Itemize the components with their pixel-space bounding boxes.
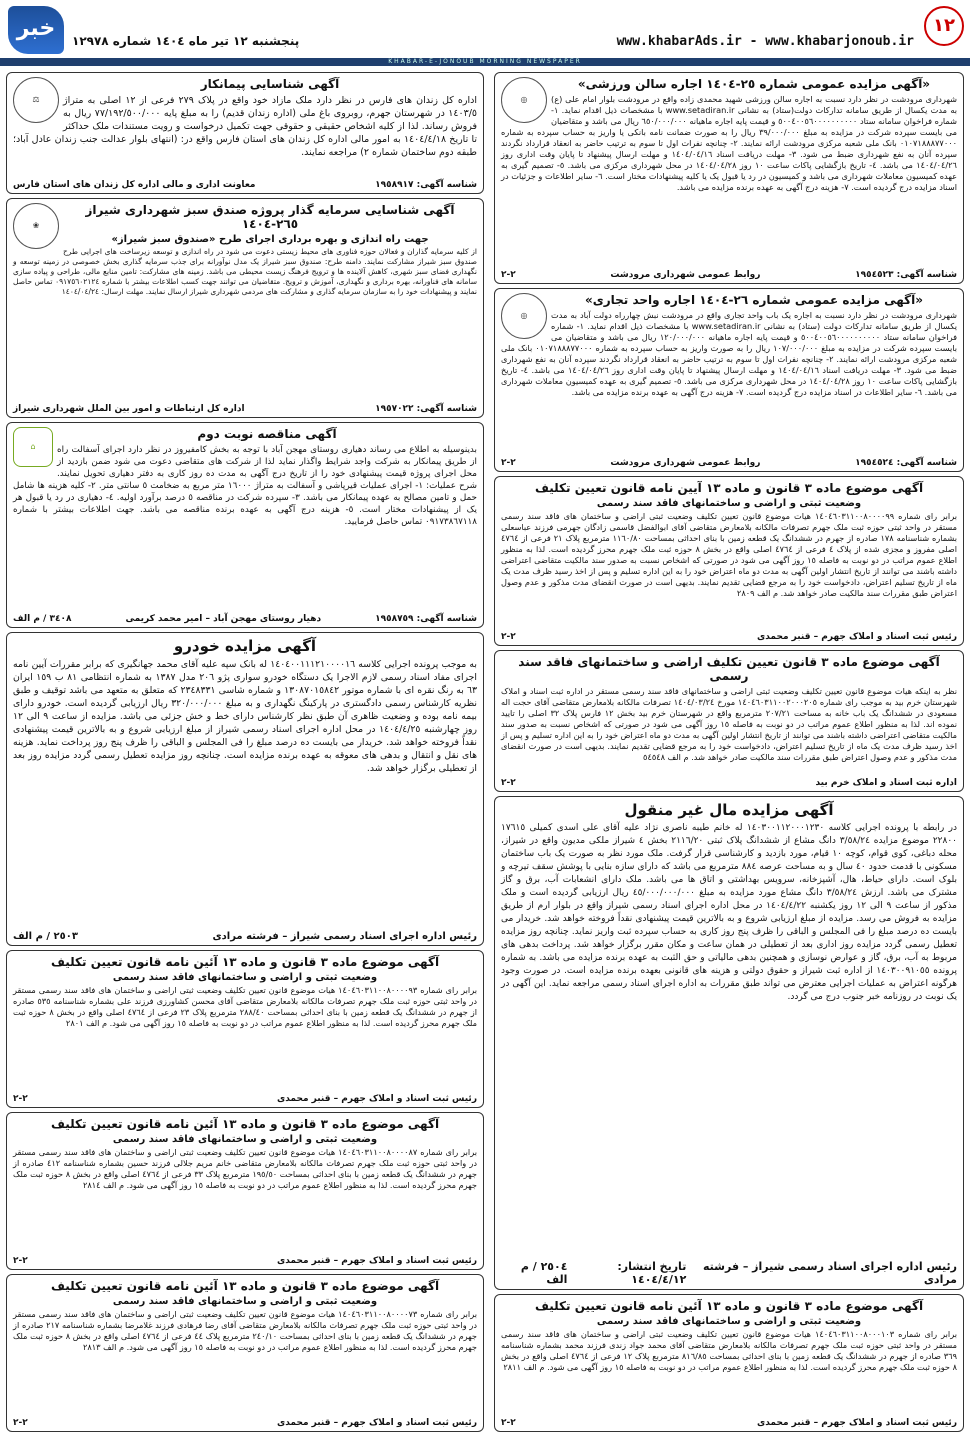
ad-title: آگهی مناقصه نوبت دوم [197,427,337,441]
ad-subtitle: جهت راه اندازی و بهره برداری اجرای طرح «صندوق سبز شیراز» [111,234,429,245]
ad-ref: ٣٤٠٨ / م الف [13,614,72,624]
ad-subtitle: وضعیت ثبتی و اراضی و ساختمانهای فاقد سند رسمی [596,1316,862,1327]
ad-title: آگهی شناسایی پیمانکار [200,77,340,91]
ad-run: ٢-٢ [501,458,516,468]
ad-signer: اداره کل ارتباطات و امور بین الملل شهرداری شیراز [13,404,245,414]
ad-signer: اداره ثبت اسناد و املاک خرم بید [815,778,957,788]
ad-signer: دهیار روستای مهجن آباد – امیر محمد کریمی [125,614,322,624]
prisons-emblem-icon: ⚖ [13,77,59,123]
ad-signer: رئیس ثبت اسناد و املاک جهرم – قنبر محمدی [276,1418,477,1428]
ad-auction-shop [494,288,964,472]
ad-run: ٢-٢ [501,270,516,280]
ad-title: آگهی شناسایی سرمایه گذار پروژه صندق سبز شهرداری شیراز ٢٦٥-١٤٠٤ [85,203,455,231]
ad-body: اداره کل زندان های فارس در نظر دارد ملک مازاد خود واقع در پلاک ٢٧٩ فرعی از ١٢ اصلی به متراژ ١٤٠٣/٥ در شهرستان جهرم، روبروی باغ ملی (اداره زندان قدیم) را به مبلغ پایه ٧٧/١٩٢/٥٠٠/٠٠٠ ریال به فروش رساند. لذا از کلیه اشخاص حقیقی و حقوقی جهت تکمیل درخواست و رویت مستندات ملک حداکثر تا تاریخ ١٤٠٤/٤/١٨ به امور مالی اداره کل زندان های استان فارس واقع در: (انتهای بلوار عدالت جنب زندان عادل آباد؛ طبقه دوم ساختمان شماره ٢) مراجعه نمایند. [13,95,477,158]
ad-body: برابر رای شماره ١٤٠٤٦٠٣١١٠٠٨٠٠٠١٠٣ هیات موضوع قانون تعیین تکلیف وضعیت ثبتی اراضی و ساختمان های فاقد سند رسمی مستقر در واحد ثبتی حوزه ثبت ملک جهرم تصرفات مالکانه بلامعارض متقاضی آقای محمد جواد زندی فرزند محمد بشماره شناسنامه ٣٦٩ صادره از جهرم در ششدانگ یک قطعه زمین با بنای احداثی بمساحت ٨١٦/٨٥ مترمربع پلاک ١٢ فرعی از ٤٧٦٤ اصلی واقع در بخش ٨ حوزه ثبت ملک جهرم محرز گردیده است. لذا به منظور اطلاع عموم مراتب در دو نوبت به فاصله ١٥ روز آگهی می شود. م الف ٢٨١١ [501,1329,957,1372]
ad-car-auction [6,632,484,946]
ad-signer: رئیس ثبت اسناد و املاک جهرم – قنبر محمدی [756,1418,957,1428]
ad-signer: رئیس اداره اجرای اسناد رسمی شیراز – فرشته مرادی [703,1260,957,1286]
issue-date: پنجشنبه ١٢ تیر ماه ١٤٠٤ شماره ١٢٩٧٨ [72,34,300,48]
ad-body: به موجب پرونده اجرایی کلاسه ١٤٠٤٠٠١١١٢١٠٠٠٠١٦ له بانک سپه علیه آقای محمد جهانگیری که برابر مقررات آیین نامه اجرای مفاد اسناد رسمی لازم الاجرا یک دستگاه خودرو سواری پژو ٢٠٦ مدل ١٣٨٧ به شماره انتظامی ٨١ ب ١٥٩ ایران ٦٣ به رنگ نقره ای با شماره موتور ١٣٠٨٧٠١٥٨٤٢ و شماره شاسی ٢٣٤٨٣٣١ که متعلق به متعهد می باشد توقیف و طبق نظریه کارشناس رسمی دادگستری در پارکینگ نگهداری و به مبلغ ٣٢٠/٠٠٠/٠٠٠ ریال ارزیابی گردیده است. خودرو دارای بیمه نامه بوده و وضعیت ظاهری آن طبق نظر کارشناس دارای خط و خش جزئی می باشد. مزایده از ساعت ٩ الی ١٢ روز چهارشنبه ١٤٠٤/٤/٢٥ در محل اداره اجرای اسناد رسمی شیراز از مبلغ ارزیابی شروع و به بالاترین قیمت پیشنهادی نقداً فروخته خواهد شد. خریدار می بایست ده درصد مبلغ را فی المجلس و الباقی را ظرف پنج روز پرداخت نماید. هزینه های نقل و انتقال و بدهی های معوقه به عهده برنده مزایده است. چنانچه روز مزایده تعطیل رسمی گردد مزایده روز بعد از تعطیلی برگزار خواهد شد. [13,659,478,774]
ad-signer: معاونت اداری و مالی اداره کل زندان های استان فارس [13,180,256,190]
masthead [0,0,970,65]
ad-prison-sale [6,72,484,194]
ad-body: برابر رای شماره ١٤٠٤٦٠٣١١٠٠٨٠٠٠٠٧٣ هیات موضوع قانون تعیین تکلیف وضعیت ثبتی اراضی و ساختمان های فاقد سند رسمی مستقر در واحد ثبتی حوزه ثبت ملک جهرم تصرفات مالکانه بلامعارض متقاضی آقای رضا فرهادی فرزند غلامرضا بشماره شناسنامه ٢١٧ صادره از جهرم در ششدانگ یک قطعه زمین با بنای احداثی بمساحت ٢٤٠/١٠ مترمربع پلاک ٤٤ فرعی از ٤٧٦٤ اصلی واقع در بخش ٨ حوزه ثبت ملک جهرم محرز گردیده است. لذا به منظور اطلاع عموم مراتب در دو نوبت به فاصله ١٥ روز آگهی می شود. م الف ٢٨١٣ [13,1309,477,1352]
ad-ref: ٢٥٠٤ / م الف [520,1260,568,1286]
ad-body: شهرداری مرودشت در نظر دارد نسبت به اجاره سالن ورزشی شهید محمدی زاده واقع در مرودشت بلوار امام علی (ع) به مدت یکسال از طریق سامانه تدارکات دولت(ستاد) به نشانی www.setadiran.ir با مشخصات ذیل اقدام نماید. ١- شماره فراخوان سامانه ستاد ٥٠٠٤٠٠٥٦٠٠٠٠٠٠٠٠٠٠ و قیمت پایه اجاره ماهیانه ٦٥٠/٠٠٠/٠٠٠ ریال می باشد و متقاضیان می بایست سپرده شرکت در مزایده به مبلغ ٣٩/٠٠٠/٠٠٠ ریال را به صورت ضمانت نامه بانکی یا واریز به حساب سپرده به شماره ٠١٠٧١٨٨٨٧٧٠٠٠ بانک ملی شعبه مرکزی مرودشت ارائه نمایند. ٢- چنانچه نفرات اول تا سوم به ترتیب حاضر به انعقاد قرارداد نگردند سپرده آنان به نفع شهرداری ضبط می شود. ٣- مهلت دریافت اسناد ١٤٠٤/٠٤/١٦ و مهلت ارسال پیشنهاد تا پایان وقت اداری روز ١٤٠٤/٠٤/٢٦ می باشد. ٤- تاریخ بازگشایی پاکات ساعت ١٠ روز ١٤٠٤/٠٤/٢٨ در محل شهرداری مرکزی می باشد. ٥- تصمیم گیری به عهده کمیسیون معاملات شهرداری می باشد و کمیسیون در رد یا قبول یک یا کلیه پیشنهادات مختار است. ٦- سایر اطلاعات و جزئیات در اسناد مزایده درج گردیده است. ٧- هزینه درج آگهی به عهده برنده مزایده می باشد. [501,94,958,192]
village-council-logo-icon: ⌂ [13,427,53,467]
ad-title: آگهی موضوع ماده ٣ قانون و ماده ١٣ آئین نامه قانون تعیین تکلیف [50,1279,440,1293]
ad-run: ٢-٢ [13,1094,28,1104]
shiraz-municipality-logo-icon: ❀ [13,203,59,249]
ad-body: برابر رای شماره ١٤٠٤٦٠٣١١٠٠٨٠٠٠٠٨٧ هیات موضوع قانون تعیین تکلیف وضعیت ثبتی اراضی و ساختمان های فاقد سند رسمی مستقر در واحد ثبتی حوزه ثبت ملک جهرم تصرفات مالکانه بلامعارض متقاضی خانم مریم جلالی فرزند حسین بشماره شناسنامه ٤١٢ صادره از جهرم در ششدانگ یک قطعه زمین با بنای احداثی بمساحت ١٩٥/٥٠ مترمربع پلاک ٣٣ فرعی از ٤٧٦٤ اصلی واقع در بخش ٨ حوزه ثبت ملک جهرم محرز گردیده است. لذا به منظور اطلاع عموم مراتب در دو نوبت به فاصله ١٥ روز آگهی می شود. م الف ٢٨١٤ [13,1147,477,1190]
ad-subtitle: وضعیت ثبتی و اراضی و ساختمانهای فاقد سند رسمی [112,1134,378,1145]
ad-land-title-1 [494,476,964,646]
ad-land-title-5 [6,1274,484,1432]
ad-signer: رئیس ثبت اسناد و املاک جهرم – قنبر محمدی [276,1094,477,1104]
ad-signer: رئیس ثبت اسناد و املاک جهرم – قنبر محمدی [756,632,957,642]
ad-body: برابر رای شماره ١٤٠٤٦٠٣١١٠٠٨٠٠٠٠٩٣ هیات موضوع قانون تعیین تکلیف وضعیت ثبتی اراضی و ساختمان های فاقد سند رسمی مستقر در واحد ثبتی حوزه ثبت ملک جهرم تصرفات مالکانه بلامعارض متقاضی آقای محسن کشاورزی فرزند علی بشماره شناسنامه ٥٣٥ صادره از جهرم در ششدانگ یک قطعه زمین با بنای احداثی بمساحت ٢٨٨/٤٠ مترمربع پلاک ٢٣ فرعی از ٤٧٦٤ اصلی واقع در بخش ٨ حوزه ثبت ملک جهرم محرز گردیده است. لذا به منظور اطلاع عموم مراتب در دو نوبت به فاصله ١٥ روز آگهی می شود. م الف ٢٨٠١ [13,985,477,1028]
ad-id: شناسه آگهی: ١٩٥٨٩١٧ [375,180,477,190]
ad-body: از کلیه سرمایه گذاران و فعالان حوزه فناوری های محیط زیستی دعوت می شود در راه اندازی و توسعه زیرساخت های اجرایی طرح صندوق سبز شیراز مشارکت نمایند. دامنه طرح: صندوق سبز شیراز یک مدل نوآورانه برای جذب سرمایه گذاری بخش خصوصی در زمینه توسعه و نگهداری فضای سبز شهری، کاهش آلاینده ها و ترویج فرهنگ زیست محیطی می باشد. زمینه های مشارکت: تامین منابع مالی، طراحی و پیاده سازی سامانه های فناورانه، بهره برداری و نگهداری، آموزش و ترویج. متقاضیان می توانند جهت کسب اطلاعات بیشتر با شماره ٠٩١٧٥٦٠٢١٢٤ تماس حاصل نمایند و پیشنهادات خود را به سازمان سرمایه گذاری و مشارکت های مردمی شهرداری شیراز ارسال نمایند. مهلت ارسال: ١٤٠٤/٠٤/٢٤ [13,247,477,296]
ad-subtitle: وضعیت ثبتی و اراضی و ساختمانهای فاقد سند رسمی [596,498,862,509]
newspaper-logo: خبر [8,6,64,54]
ad-title: آگهی موضوع ماده ٣ قانون و ماده ١٣ آئین نامه قانون تعیین تکلیف [50,1117,440,1131]
ad-title: آگهی مزایده مال غیر منقول [624,801,834,819]
ad-signer: رئیس اداره اجرای اسناد رسمی شیراز – فرشته مرادی [212,931,477,942]
ad-subtitle: وضعیت ثبتی و اراضی و ساختمانهای فاقد سند رسمی [112,972,378,983]
ad-land-title-4 [6,1112,484,1270]
ad-green-fund [6,198,484,418]
municipality-emblem-icon: ◎ [501,77,547,123]
ad-body: برابر رای شماره ١٤٠٤٦٠٣١١٠٠٨٠٠٠٠٩٩ هیات موضوع قانون تعیین تکلیف وضعیت ثبتی اراضی و ساختمان های فاقد سند رسمی مستقر در واحد ثبتی حوزه ثبت ملک جهرم تصرفات مالکانه بلامعارض متقاضی آقای ابوالفضل قاسمی زادگان جهرمی فرزند عباسعلی بشماره شناسنامه ١٧٨ صادره از جهرم در ششدانگ یک قطعه زمین با بنای احداثی بمساحت ١١٦٠/٨٠ مترمربع پلاک ٢١ فرعی از ٤٧٦٤ اصلی مفروز و مجزی شده از پلاک ٤ فرعی از ٤٧٦٤ اصلی واقع در بخش ٨ حوزه ثبت ملک جهرم محرز گردیده است. لذا به منظور اطلاع عموم مراتب در دو نوبت به فاصله ١٥ روز آگهی می شود در صورتی که اشخاص نسبت به صدور سند مالکیت متقاضی اعتراضی داشته باشند می توانند از تاریخ انتشار اولین آگهی به مدت دو ماه اعتراض خود را به این اداره تسلیم و پس از اخذ رسید ظرف مدت یک ماه از تاریخ تسلیم اعتراض، دادخواست خود را به مرجع قضایی تقدیم نمایند. بدیهی است در صورت انقضای مدت مذکور و عدم وصول اعتراض طبق مقررات سند مالکیت صادر خواهد شد. م الف ٢٨٠٩ [501,511,958,598]
ad-land-title-khorrambid [494,650,964,792]
ad-title: آگهی موضوع ماده ٣ قانون و ماده ١٣ آیین نامه قانون تعیین تکلیف [534,481,924,495]
ad-run: ٢-٢ [501,632,516,642]
ad-body: نظر به اینکه هیات موضوع قانون تعیین تکلیف وضعیت ثبتی اراضی و ساختمانهای فاقد سند رسمی مستقر در اداره ثبت اسناد و املاک شهرستان خرم بید به موجب رای شماره ١٤٠٤٦٠٣١١٠٠٢٠٠٠٢٠٥ مورخ ١٤٠٤/٠٣/٢٤ تصرفات مالکانه بلامعارض متقاضی آقای حجت اله مسعودی در ششدانگ یک باب خانه به مساحت ٢٠٧/٢١ مترمربع واقع در شهرستان خرم بید بخش ١٢ فارس پلاک ٣٢ اصلی را تایید نموده اند. لذا به منظور اطلاع عموم مراتب در دو نوبت به فاصله ١٥ روز آگهی می شود در صورتی که اشخاص نسبت به صدور سند مالکیت متقاضی اعتراضی داشته باشند می توانند از تاریخ انتشار اولین آگهی به مدت دو ماه اعتراض خود را به این اداره تسلیم و پس از اخذ رسید ظرف مدت یک ماه از تاریخ تسلیم اعتراض، دادخواست خود را به مرجع قضایی تقدیم نمایند. بدیهی است در صورت انقضای مدت مذکور و عدم وصول اعتراض طبق مقررات سند مالکیت صادر خواهد شد. م الف ٥٤٥٤٨ [501,686,957,762]
ad-date: تاریخ انتشار: ١٤٠٤/٤/١٢ [617,1260,687,1286]
ad-run: ٢-٢ [13,1418,28,1428]
ad-signer: روابط عمومی شهرداری مرودشت [610,458,761,468]
ad-run: ٢-٢ [501,778,516,788]
ad-subtitle: وضعیت ثبتی و اراضی و ساختمانهای فاقد سند رسمی [112,1296,378,1307]
ad-id: شناسه آگهی: ١٩٥٨٧٥٩ [375,614,477,624]
ad-ref: ٢٥٠٣ / م الف [13,931,78,942]
ad-tender-asphalt [6,422,484,628]
site-urls[interactable]: www.khabarAds.ir - www.khabarjonoub.ir [616,34,914,49]
ad-body: بدینوسیله به اطلاع می رساند دهیاری روستای مهجن آباد با توجه به بخش کامفیروز در نظر دارد اجرای آسفالت راه از طریق پیمانکار به شرکت واجد شرایط واگذار نماید لذا از شرکت های متقاضی دعوت می شود ضمن بازدید از محل اجرای پروژه قیمت پیشنهادی خود را از تاریخ درج آگهی به مدت ده روز کاری به دفتر دهیاری تحویل نمایند. شرح عملیات: ١- اجرای عملیات قیرپاشی و آسفالت به متراژ ١٦٠٠٠ متر مربع به ضخامت ٥ سانتی متر. ٢- کلیه هزینه ها شامل حمل و تامین مصالح به عهده پیمانکار می باشد. ٣- سپرده شرکت در مناقصه ٥ درصد برآورد اولیه. ٤- دهیاری در رد یا قبول هر یک از پیشنهادات مختار است. ٥- هزینه درج آگهی به عهده برنده مناقصه می باشد. جهت اطلاعات بیشتر با شماره ٠٩١٧٣٨٦٧١١٨ تماس حاصل فرمایید. [13,445,478,527]
ad-body: شهرداری مرودشت در نظر دارد نسبت به اجاره یک باب واحد تجاری واقع در مرودشت نبش چهارراه دولت آباد به مدت یکسال از طریق سامانه تدارکات دولت (ستاد) به نشانی www.setadiran.ir با مشخصات ذیل اقدام نماید. ١- شماره فراخوان سامانه ستاد ٥٠٠٤٠٠٥٦٠٠٠٠٠٠٠٠٠٠ و قیمت پایه اجاره ماهیانه ١٢٠/٠٠٠/٠٠٠ ریال می باشد و متقاضیان می بایست سپرده شرکت در مزایده به مبلغ ١٠٧/٠٠٠/٠٠٠ ریال را به صورت واریز به حساب سپرده به شماره ٠١٠٧١٨٨٨٧٧٠٠٠ بانک ملی شعبه مرکزی مرودشت ارائه نمایند. ٢- چنانچه نفرات اول تا سوم به ترتیب حاضر به انعقاد قرارداد نگردند سپرده آنان به نفع شهرداری ضبط می شود. ٣- مهلت دریافت اسناد ١٤٠٤/٠٤/١٦ و مهلت ارسال پیشنهاد تا پایان وقت اداری روز ١٤٠٤/٠٤/٢٦ می باشد. ٤- تاریخ بازگشایی پاکات ساعت ١٠ روز ١٤٠٤/٠٤/٢٨ در محل شهرداری مرکزی می باشد. ٥- تصمیم گیری به عهده کمیسیون معاملات شهرداری می باشد. ٦- سایر اطلاعات در اسناد مزایده درج گردیده است. ٧- هزینه درج آگهی به عهده برنده مزایده می باشد. [501,310,958,397]
ad-title: آگهی مزایده خودرو [173,637,317,655]
ad-signer: روابط عمومی شهرداری مرودشت [610,270,761,280]
ad-id: شناسه آگهی: ١٩٥٤٥٢٤ [855,458,957,468]
municipality-emblem-icon: ◎ [501,293,547,339]
page-number: ١٢ [924,6,964,46]
ad-title: «آگهی مزایده عمومی شماره ٢٥-١٤٠٤ اجاره سالن ورزشی» [577,77,931,91]
ad-id: شناسه آگهی: ١٩٥٧٠٢٢ [375,404,477,414]
ad-title: آگهی موضوع ماده ٣ قانون تعیین تکلیف اراضی و ساختمانهای فاقد سند رسمی [518,655,940,683]
ad-run: ٢-٢ [13,1256,28,1266]
ad-land-title-3 [6,950,484,1108]
ad-signer: رئیس ثبت اسناد و املاک جهرم – قنبر محمدی [276,1256,477,1266]
ad-title: «آگهی مزایده عمومی شماره ٢٦-١٤٠٤ اجاره واحد تجاری» [584,293,924,307]
ad-real-estate-auction [494,796,964,1290]
masthead-band: KHABAR-E-JONOUB MORNING NEWSPAPER [0,58,970,66]
ad-land-title-2 [494,1294,964,1432]
ad-run: ٢-٢ [501,1418,516,1428]
ad-title: آگهی موضوع ماده ٣ قانون و ماده ١٣ آئین نامه قانون تعیین تکلیف [534,1299,924,1313]
ad-id: شناسه آگهی: ١٩٥٤٥٢٣ [855,270,957,280]
ad-title: آگهی موضوع ماده ٣ قانون و ماده ١٣ آئین نامه قانون تعیین تکلیف [50,955,440,969]
ad-auction-gym [494,72,964,284]
ad-body: در رابطه با پرونده اجرایی کلاسه ١٤٠٣٠٠١١٢٠٠٠١٢٣٠ له خانم طیبه ناصری نژاد علیه آقای علی اسدی کمیلی ١٧٦١٥ ٢٢٨٠٠ موضوع مزایده ٣/٥٨/٢٤ دانگ مشاع از ششدانگ پلاک ثبتی ٢١١٦/٢٠ بخش ٤ شیراز ملکی مدیون واقع در شیراز، محله دباغی، کوی قوام، کوچه ١٠ قیام، مورد بازدید و کارشناسی قرار گرفت. ملک مورد نظر به صورت یک باب ساختمان مسکونی با قدمت حدود ٤٠ سال و به مساحت عرصه ٨٨٤ مترمربع می باشد که دارای سازه بنایی با پوشش سقف تیرچه و بلوک است. دارای حیاط، هال، آشپزخانه، سرویس بهداشتی و اتاق ها می باشد. ملک دارای انشعابات آب، برق و گاز مشترک می باشد. ارزش ٣/٥٨/٢٤ دانگ مشاع مورد مزایده به مبلغ ٤٥/٠٠٠/٠٠٠/٠٠٠ ریال ارزیابی گردیده است و ملک مذکور از ساعت ٩ الی ١٢ روز یکشنبه ١٤٠٤/٤/٢٢ در محل اداره اجرای اسناد رسمی شیراز واقع در بلوار ارم از طریق مزایده به فروش می رسد. مزایده از مبلغ ارزیابی شروع و به بالاترین قیمت پیشنهادی نقداً فروخته خواهد شد. خریدار می بایست ده درصد مبلغ را فی المجلس و الباقی را ظرف پنج روز کاری به حساب سپرده ثبت واریز نماید. چنانچه روز مزایده تعطیل رسمی گردد مزایده روز اداری بعد از تعطیلی در همان ساعت و مکان مقرر برگزار خواهد شد. پرداخت بدهی های مربوط به آب، برق، گاز و عوارض نوسازی و همچنین بدهی مالیاتی و حق الثبت به عهده برنده مزایده می باشد. به شماره پرونده ١٤٠٣٠٠٩١٠٥٥ از اداره ثبت شیراز و حقوق دولتی و هزینه های قانونی بعهده برنده مزایده است. در صورت وجود هرگونه اعتراض به عملیات اجرایی معترض می تواند طبق مقررات به اداره اجرای اسناد رسمی مراجعه نماید. این آگهی در یک نوبت در روزنامه خبر جنوب درج می گردد. [501,823,958,1002]
